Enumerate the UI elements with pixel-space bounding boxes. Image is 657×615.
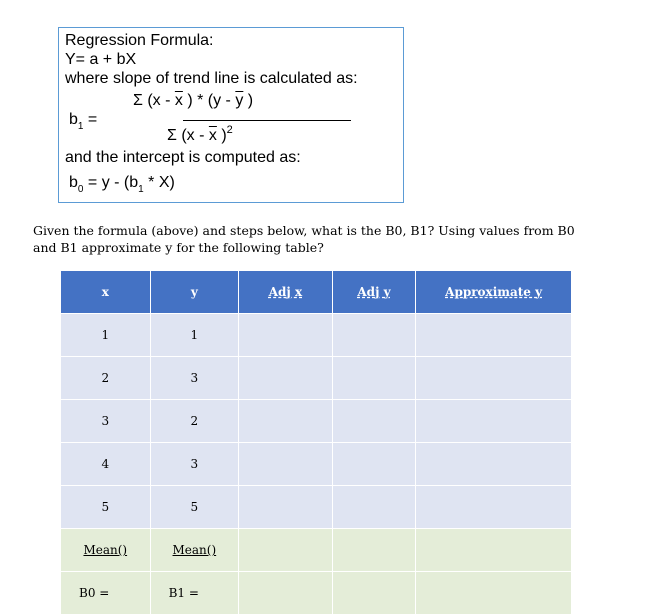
header-y: y <box>150 271 239 314</box>
cell-approx-y[interactable] <box>416 486 572 529</box>
coefficient-empty-cell[interactable] <box>239 572 333 615</box>
cell-y: 5 <box>150 486 239 529</box>
numerator-sigma: Σ (x - <box>133 92 175 109</box>
cell-adj-y[interactable] <box>332 400 415 443</box>
cell-y: 3 <box>150 443 239 486</box>
cell-x: 4 <box>61 443 151 486</box>
table-row <box>61 357 572 400</box>
mean-empty-cell[interactable] <box>332 529 415 572</box>
b1-subscript: 1 <box>77 121 84 132</box>
header-adj-x: Adj x <box>239 271 333 314</box>
mean-y-cell[interactable] <box>150 529 239 572</box>
cell-y: 3 <box>150 357 239 400</box>
coefficient-row <box>61 572 572 615</box>
b0-formula <box>69 174 175 194</box>
cell-adj-y[interactable] <box>332 443 415 486</box>
mean-y-label: Mean() <box>172 543 217 557</box>
cell-adj-y[interactable] <box>332 486 415 529</box>
header-approximate-y: Approximate y <box>416 271 572 314</box>
header-x: x <box>61 271 151 314</box>
mean-x-cell[interactable] <box>61 529 151 572</box>
mean-empty-cell[interactable] <box>239 529 333 572</box>
cell-adj-y[interactable] <box>332 314 415 357</box>
b0-subscript: 0 <box>77 184 84 195</box>
b0-equation-end: * X) <box>143 174 175 191</box>
table-row <box>61 443 572 486</box>
b1-label <box>69 111 97 131</box>
table-row <box>61 486 572 529</box>
b0-letter: b <box>69 174 78 191</box>
fraction-line <box>183 120 351 121</box>
cell-x: 2 <box>61 357 151 400</box>
b1-equals: = <box>83 111 98 128</box>
b1-cell[interactable]: B1 = <box>150 572 239 615</box>
formula-title: Regression Formula: <box>65 32 214 49</box>
cell-adj-x[interactable] <box>239 443 333 486</box>
mean-row <box>61 529 572 572</box>
regression-formula-box <box>58 27 404 203</box>
cell-adj-x[interactable] <box>239 314 333 357</box>
slope-numerator <box>133 92 253 110</box>
intercept-intro: and the intercept is computed as: <box>65 149 301 166</box>
denominator-end: ) <box>216 127 227 144</box>
cell-x: 3 <box>61 400 151 443</box>
header-adj-y: Adj y <box>332 271 415 314</box>
coefficient-empty-cell[interactable] <box>416 572 572 615</box>
b0-cell[interactable]: B0 = <box>61 572 151 615</box>
denominator-exponent: 2 <box>226 124 233 136</box>
cell-y: 2 <box>150 400 239 443</box>
cell-adj-y[interactable] <box>332 357 415 400</box>
formula-equation: Y= a + bX <box>65 51 137 68</box>
cell-y: 1 <box>150 314 239 357</box>
slope-intro: where slope of trend line is calculated as: <box>65 70 358 87</box>
b0-equation: = y - (b <box>83 174 139 191</box>
cell-approx-y[interactable] <box>416 357 572 400</box>
denominator-xbar: $\overline{x}$ <box>208 127 217 144</box>
cell-x: 5 <box>61 486 151 529</box>
table-header-row <box>61 271 572 314</box>
denominator-sigma: Σ (x - <box>167 127 209 144</box>
table-row <box>61 400 572 443</box>
numerator-mid: ) * (y - <box>182 92 236 109</box>
numerator-xbar: $\overline{x}$ <box>174 92 183 109</box>
slope-denominator <box>167 124 233 146</box>
cell-adj-x[interactable] <box>239 357 333 400</box>
mean-empty-cell[interactable] <box>416 529 572 572</box>
numerator-end: ) <box>243 92 254 109</box>
b1-letter: b <box>69 111 78 128</box>
cell-approx-y[interactable] <box>416 400 572 443</box>
numerator-ybar: $\overline{y}$ <box>235 92 244 109</box>
cell-approx-y[interactable] <box>416 314 572 357</box>
cell-x: 1 <box>61 314 151 357</box>
cell-adj-x[interactable] <box>239 400 333 443</box>
table-row <box>61 314 572 357</box>
b0-eq-subscript: 1 <box>138 184 144 195</box>
mean-x-label: Mean() <box>83 543 128 557</box>
question-text: Given the formula (above) and steps below, what is the B0, B1? Using values from B0 and B1 approximate y for the following table? <box>33 223 575 255</box>
cell-approx-y[interactable] <box>416 443 572 486</box>
data-table <box>60 270 572 615</box>
coefficient-empty-cell[interactable] <box>332 572 415 615</box>
cell-adj-x[interactable] <box>239 486 333 529</box>
